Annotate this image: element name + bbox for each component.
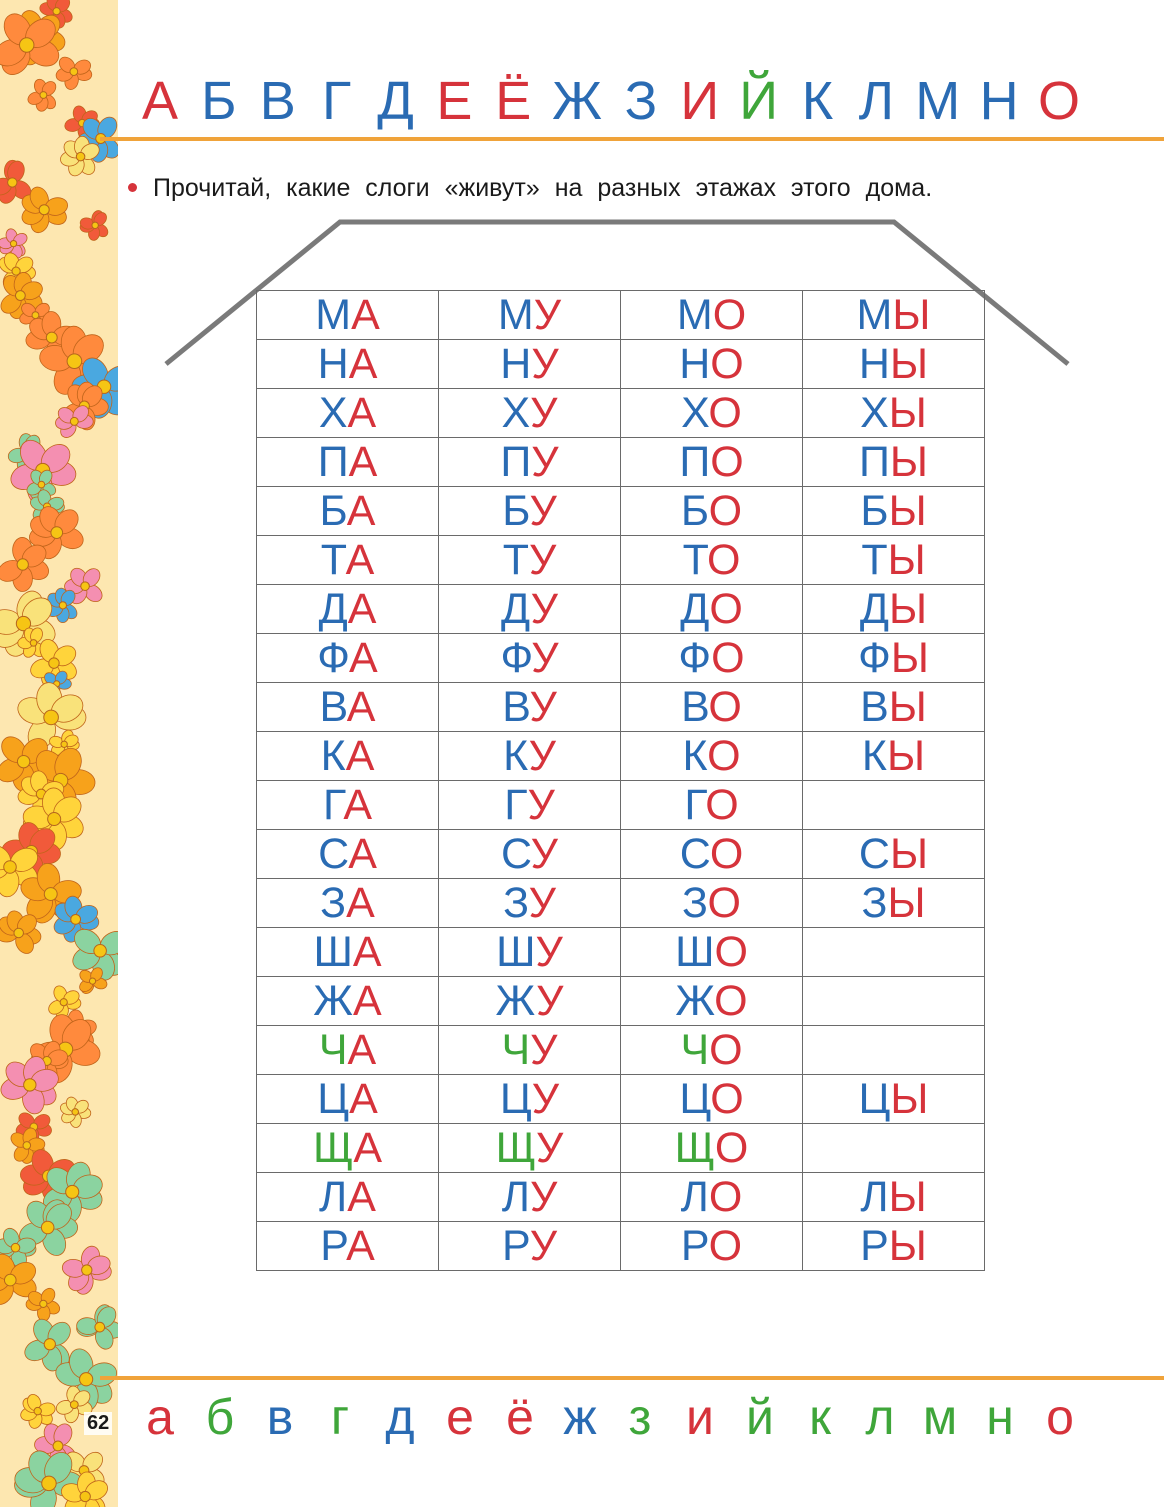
syllable-vowel: Ы — [888, 487, 927, 535]
syllable-cell — [439, 879, 621, 928]
syllable-cell — [803, 1026, 985, 1075]
syllable-cell — [257, 977, 439, 1026]
table-row — [257, 683, 985, 732]
syllable-vowel: О — [708, 683, 742, 731]
syllable-vowel: У — [528, 879, 556, 927]
syllable-cell — [621, 291, 803, 340]
syllable-consonant: М — [856, 291, 893, 339]
table-row — [257, 291, 985, 340]
syllable-cell — [621, 830, 803, 879]
syllable-cell — [439, 634, 621, 683]
syllable-vowel: А — [349, 634, 378, 682]
syllable-vowel: Ы — [890, 634, 929, 682]
syllable-cell — [439, 1026, 621, 1075]
syllable-consonant: К — [861, 732, 887, 780]
table-row — [257, 1075, 985, 1124]
table-row — [257, 879, 985, 928]
alphabet-letter-upper: О — [1037, 71, 1080, 131]
syllable-vowel: У — [529, 683, 557, 731]
syllable-vowel: О — [710, 1075, 744, 1123]
syllable-cell — [439, 732, 621, 781]
syllable-vowel: У — [529, 1173, 558, 1221]
syllable-vowel: А — [348, 830, 377, 878]
syllable-cell — [803, 879, 985, 928]
syllable-vowel: Ы — [889, 340, 929, 388]
syllable-vowel: О — [710, 340, 744, 388]
syllable-cell — [257, 438, 439, 487]
syllable-consonant: Д — [501, 585, 531, 633]
syllable-vowel: О — [714, 1124, 749, 1172]
syllable-consonant: Р — [860, 1222, 889, 1270]
alphabet-letter-lower: и — [686, 1389, 714, 1445]
syllable-consonant: В — [681, 683, 709, 731]
syllable-consonant: Х — [860, 389, 889, 437]
alphabet-letter-lower: г — [330, 1389, 350, 1445]
syllable-consonant: Л — [680, 1173, 709, 1221]
syllable-vowel: А — [352, 928, 382, 976]
syllable-consonant: Ш — [496, 928, 536, 976]
syllable-vowel: У — [531, 340, 559, 388]
syllable-cell — [439, 977, 621, 1026]
instruction-text: Прочитай, какие слоги «живут» на разных этажах этого дома. — [153, 174, 933, 202]
table-row — [257, 1124, 985, 1173]
syllable-consonant: Ш — [313, 928, 353, 976]
alphabet-lowercase-row — [140, 1386, 1080, 1448]
alphabet-letter-upper: З — [624, 71, 658, 131]
syllable-consonant: Р — [320, 1222, 347, 1270]
alphabet-letter-upper: Ж — [552, 71, 602, 131]
syllable-vowel: А — [351, 291, 380, 339]
syllable-cell — [439, 781, 621, 830]
alphabet-letter-upper: А — [141, 71, 179, 131]
syllable-cell — [257, 536, 439, 585]
syllable-cell — [439, 1075, 621, 1124]
alphabet-letter-upper: Ё — [495, 71, 532, 131]
syllable-consonant: З — [503, 879, 529, 927]
syllable-cell — [621, 536, 803, 585]
syllable-cell — [621, 1124, 803, 1173]
syllable-cell — [621, 487, 803, 536]
syllable-consonant: Н — [500, 340, 532, 388]
syllable-cell — [257, 1026, 439, 1075]
syllable-cell — [621, 1075, 803, 1124]
syllable-cell — [621, 1026, 803, 1075]
syllable-consonant: Ф — [858, 634, 891, 682]
syllable-vowel: А — [348, 340, 378, 388]
instruction — [128, 174, 1088, 203]
syllable-vowel: О — [708, 1222, 743, 1270]
alphabet-letter-upper: Л — [858, 71, 895, 131]
syllable-table — [256, 290, 985, 1271]
syllable-vowel: У — [531, 1075, 560, 1123]
syllable-consonant: Ц — [679, 1075, 711, 1123]
syllable-cell — [803, 389, 985, 438]
flower-border-illustration — [0, 0, 118, 1507]
table-row — [257, 1222, 985, 1271]
syllable-cell — [257, 830, 439, 879]
syllable-consonant: З — [861, 879, 888, 927]
table-row — [257, 389, 985, 438]
table-row — [257, 1026, 985, 1075]
syllable-cell — [621, 928, 803, 977]
syllable-cell — [439, 291, 621, 340]
syllable-consonant: Д — [318, 585, 348, 633]
syllable-cell — [257, 634, 439, 683]
syllable-cell — [257, 732, 439, 781]
syllable-consonant: Щ — [674, 1124, 715, 1172]
syllable-cell — [621, 977, 803, 1026]
bottom-rule — [100, 1376, 1164, 1380]
syllable-consonant: С — [501, 830, 531, 878]
syllable-consonant: Н — [317, 340, 349, 388]
alphabet-letter-upper: Д — [377, 71, 414, 131]
syllable-vowel: О — [714, 928, 748, 976]
syllable-cell — [257, 585, 439, 634]
alphabet-letter-lower: а — [146, 1389, 174, 1445]
syllable-cell — [257, 879, 439, 928]
syllable-cell — [803, 1124, 985, 1173]
alphabet-letter-upper: Й — [739, 71, 779, 131]
alphabet-letter-lower: д — [385, 1389, 415, 1445]
syllable-cell — [439, 1124, 621, 1173]
syllable-consonant: К — [682, 732, 708, 780]
syllable-cell — [803, 291, 985, 340]
syllable-consonant: Д — [680, 585, 710, 633]
syllable-consonant: В — [502, 683, 530, 731]
syllable-vowel: А — [346, 683, 376, 731]
syllable-vowel: У — [536, 977, 564, 1025]
syllable-vowel: О — [712, 291, 747, 339]
syllable-cell — [439, 830, 621, 879]
syllable-cell — [803, 683, 985, 732]
alphabet-letter-lower: ж — [563, 1389, 597, 1445]
syllable-consonant: Ф — [500, 634, 532, 682]
syllable-vowel: А — [346, 1222, 375, 1270]
syllable-vowel: У — [533, 291, 562, 339]
syllable-cell — [803, 977, 985, 1026]
syllable-vowel: Ы — [887, 879, 926, 927]
table-row — [257, 781, 985, 830]
syllable-consonant: Г — [504, 781, 528, 829]
alphabet-letter-upper: К — [801, 71, 834, 131]
syllable-cell — [439, 389, 621, 438]
alphabet-letter-lower: н — [986, 1389, 1014, 1445]
syllable-consonant: Б — [680, 487, 709, 535]
syllable-consonant: Х — [681, 389, 709, 437]
syllable-cell — [439, 683, 621, 732]
syllable-consonant: Л — [501, 1173, 530, 1221]
syllable-cell — [621, 438, 803, 487]
syllable-vowel: О — [706, 536, 741, 584]
page-number: 62 — [84, 1412, 112, 1435]
syllable-consonant: Ф — [317, 634, 350, 682]
syllable-consonant: Ж — [495, 977, 537, 1025]
syllable-vowel: Ы — [888, 1173, 927, 1221]
syllable-vowel: У — [530, 585, 558, 633]
alphabet-letter-upper: Е — [436, 71, 473, 131]
table-row — [257, 1173, 985, 1222]
syllable-consonant: Ч — [680, 1026, 710, 1074]
alphabet-letter-upper: Н — [979, 71, 1019, 131]
syllable-vowel: Ы — [890, 1075, 929, 1123]
syllable-cell — [439, 585, 621, 634]
syllable-consonant: Р — [501, 1222, 530, 1270]
alphabet-letter-lower: к — [809, 1389, 831, 1445]
syllable-cell — [439, 487, 621, 536]
syllable-cell — [621, 1222, 803, 1271]
syllable-consonant: Х — [501, 389, 531, 437]
syllable-cell — [621, 340, 803, 389]
syllable-cell — [803, 438, 985, 487]
syllable-vowel: А — [353, 977, 382, 1025]
syllable-consonant: В — [860, 683, 889, 731]
syllable-vowel: О — [709, 585, 743, 633]
syllable-vowel: О — [708, 389, 742, 437]
syllable-consonant: З — [682, 879, 708, 927]
alphabet-letter-upper: И — [680, 71, 720, 131]
syllable-consonant: К — [320, 732, 346, 780]
syllable-vowel: У — [531, 634, 559, 682]
syllable-consonant: С — [679, 830, 710, 878]
syllable-consonant: Щ — [495, 1124, 536, 1172]
syllable-cell — [257, 1124, 439, 1173]
syllable-vowel: Ы — [888, 1222, 927, 1270]
syllable-consonant: Х — [318, 389, 348, 437]
syllable-vowel: А — [347, 1173, 376, 1221]
syllable-cell — [621, 389, 803, 438]
syllable-consonant: С — [858, 830, 890, 878]
syllable-cell — [803, 781, 985, 830]
syllable-cell — [621, 781, 803, 830]
syllable-vowel: Ы — [889, 585, 928, 633]
syllable-consonant: Л — [860, 1173, 889, 1221]
syllable-vowel: О — [709, 1026, 743, 1074]
syllable-cell — [621, 585, 803, 634]
syllable-vowel: У — [530, 389, 558, 437]
syllable-cell — [803, 732, 985, 781]
syllable-vowel: А — [347, 1026, 377, 1074]
syllable-consonant: П — [317, 438, 349, 486]
table-row — [257, 977, 985, 1026]
syllable-vowel: О — [707, 732, 741, 780]
syllable-consonant: З — [320, 879, 347, 927]
syllable-consonant: Н — [679, 340, 711, 388]
syllable-consonant: В — [319, 683, 347, 731]
syllable-cell — [257, 291, 439, 340]
syllable-consonant: М — [315, 291, 352, 339]
syllable-consonant: Ж — [313, 977, 354, 1025]
syllable-consonant: М — [497, 291, 534, 339]
alphabet-letter-lower: з — [628, 1389, 652, 1445]
syllable-cell — [257, 1222, 439, 1271]
syllable-consonant: П — [859, 438, 890, 486]
syllable-vowel: У — [529, 1222, 558, 1270]
syllable-cell — [257, 389, 439, 438]
alphabet-letter-lower: й — [746, 1389, 774, 1445]
syllable-vowel: Ы — [888, 389, 927, 437]
alphabet-letter-upper: Б — [201, 71, 237, 131]
syllable-vowel: О — [707, 879, 741, 927]
syllable-consonant: Д — [859, 585, 890, 633]
syllable-vowel: Ы — [892, 291, 931, 339]
syllable-vowel: О — [705, 781, 739, 829]
syllable-vowel: У — [530, 1026, 558, 1074]
syllable-vowel: А — [345, 536, 375, 584]
syllable-cell — [257, 1075, 439, 1124]
table-row — [257, 830, 985, 879]
syllable-consonant: Г — [322, 781, 344, 829]
syllable-cell — [803, 1222, 985, 1271]
table-row — [257, 340, 985, 389]
syllable-consonant: Б — [319, 487, 347, 535]
top-rule — [100, 137, 1164, 141]
syllable-cell — [257, 340, 439, 389]
alphabet-letter-upper: В — [259, 71, 296, 131]
table-row — [257, 536, 985, 585]
syllable-cell — [621, 634, 803, 683]
syllable-vowel: А — [348, 438, 378, 486]
syllable-consonant: Т — [320, 536, 346, 584]
syllable-cell — [439, 536, 621, 585]
syllable-cell — [803, 487, 985, 536]
syllable-vowel: А — [349, 1075, 378, 1123]
syllable-consonant: Ц — [858, 1075, 891, 1123]
syllable-cell — [803, 585, 985, 634]
syllable-consonant: П — [500, 438, 532, 486]
syllable-consonant: С — [318, 830, 349, 878]
syllable-cell — [257, 487, 439, 536]
syllable-vowel: Ы — [886, 732, 926, 780]
syllable-vowel: А — [353, 1124, 382, 1172]
syllable-consonant: Ш — [675, 928, 715, 976]
syllable-consonant: Г — [684, 781, 706, 829]
table-row — [257, 634, 985, 683]
syllable-vowel: У — [535, 928, 563, 976]
syllable-vowel: А — [347, 389, 377, 437]
flower-border — [0, 0, 118, 1507]
syllable-consonant: Щ — [313, 1124, 354, 1172]
syllable-cell — [803, 536, 985, 585]
alphabet-letter-lower: м — [922, 1389, 958, 1445]
syllable-vowel: Ы — [888, 683, 927, 731]
syllable-consonant: Ф — [678, 634, 712, 682]
syllable-vowel: У — [529, 487, 557, 535]
syllable-consonant: М — [676, 291, 713, 339]
syllable-vowel: А — [345, 732, 375, 780]
table-row — [257, 585, 985, 634]
syllable-cell — [621, 732, 803, 781]
syllable-cell — [621, 683, 803, 732]
syllable-consonant: Ч — [318, 1026, 348, 1074]
syllable-cell — [439, 438, 621, 487]
syllable-consonant: Т — [861, 536, 888, 584]
syllable-vowel: Ы — [889, 438, 928, 486]
syllable-consonant: Р — [680, 1222, 709, 1270]
syllable-vowel: Ы — [889, 830, 929, 878]
syllable-vowel: У — [530, 830, 558, 878]
syllable-vowel: О — [711, 634, 745, 682]
syllable-cell — [621, 1173, 803, 1222]
syllable-vowel: Ы — [887, 536, 926, 584]
bullet-icon — [128, 183, 137, 192]
syllable-consonant: Б — [502, 487, 530, 535]
table-row — [257, 928, 985, 977]
syllable-vowel: У — [535, 1124, 564, 1172]
syllable-vowel: А — [347, 585, 377, 633]
syllable-cell — [621, 879, 803, 928]
syllable-vowel: О — [714, 977, 748, 1025]
syllable-vowel: О — [708, 1173, 743, 1221]
alphabet-letter-lower: е — [446, 1389, 474, 1445]
alphabet-uppercase-row — [140, 68, 1080, 134]
alphabet-letter-lower: б — [205, 1389, 235, 1445]
syllable-cell — [803, 340, 985, 389]
syllable-cell — [439, 1173, 621, 1222]
table-row — [257, 732, 985, 781]
syllable-consonant: К — [503, 732, 529, 780]
syllable-cell — [257, 928, 439, 977]
syllable-cell — [257, 781, 439, 830]
syllable-cell — [439, 1222, 621, 1271]
syllable-cell — [439, 928, 621, 977]
syllable-consonant: Т — [502, 536, 529, 584]
syllable-vowel: У — [531, 438, 559, 486]
syllable-consonant: Ц — [317, 1075, 350, 1123]
syllable-vowel: А — [343, 781, 373, 829]
syllable-vowel: А — [346, 487, 376, 535]
syllable-consonant: Б — [860, 487, 889, 535]
table-row — [257, 487, 985, 536]
syllable-consonant: Л — [319, 1173, 348, 1221]
syllable-vowel: О — [708, 487, 743, 535]
syllable-vowel: О — [709, 830, 744, 878]
alphabet-letter-lower: в — [266, 1389, 294, 1445]
alphabet-letter-upper: Г — [322, 71, 352, 131]
alphabet-letter-upper: М — [915, 71, 961, 131]
syllable-cell — [803, 830, 985, 879]
syllable-cell — [803, 928, 985, 977]
syllable-cell — [803, 1173, 985, 1222]
syllable-cell — [439, 340, 621, 389]
alphabet-letter-lower: о — [1046, 1389, 1074, 1445]
syllable-cell — [803, 1075, 985, 1124]
syllable-cell — [257, 683, 439, 732]
syllable-vowel: У — [528, 536, 557, 584]
table-row — [257, 438, 985, 487]
alphabet-letter-lower: ё — [506, 1389, 534, 1445]
syllable-vowel: У — [528, 732, 556, 780]
syllable-consonant: Ц — [499, 1075, 532, 1123]
syllable-consonant: Ж — [675, 977, 715, 1025]
syllable-cell — [803, 634, 985, 683]
alphabet-letter-lower: л — [865, 1389, 895, 1445]
syllable-consonant: Ч — [501, 1026, 531, 1074]
syllable-vowel: А — [346, 879, 375, 927]
syllable-consonant: Н — [858, 340, 890, 388]
syllable-consonant: Т — [682, 536, 707, 584]
syllable-consonant: П — [679, 438, 711, 486]
syllable-vowel: О — [710, 438, 744, 486]
syllable-vowel: У — [527, 781, 555, 829]
syllable-cell — [257, 1173, 439, 1222]
